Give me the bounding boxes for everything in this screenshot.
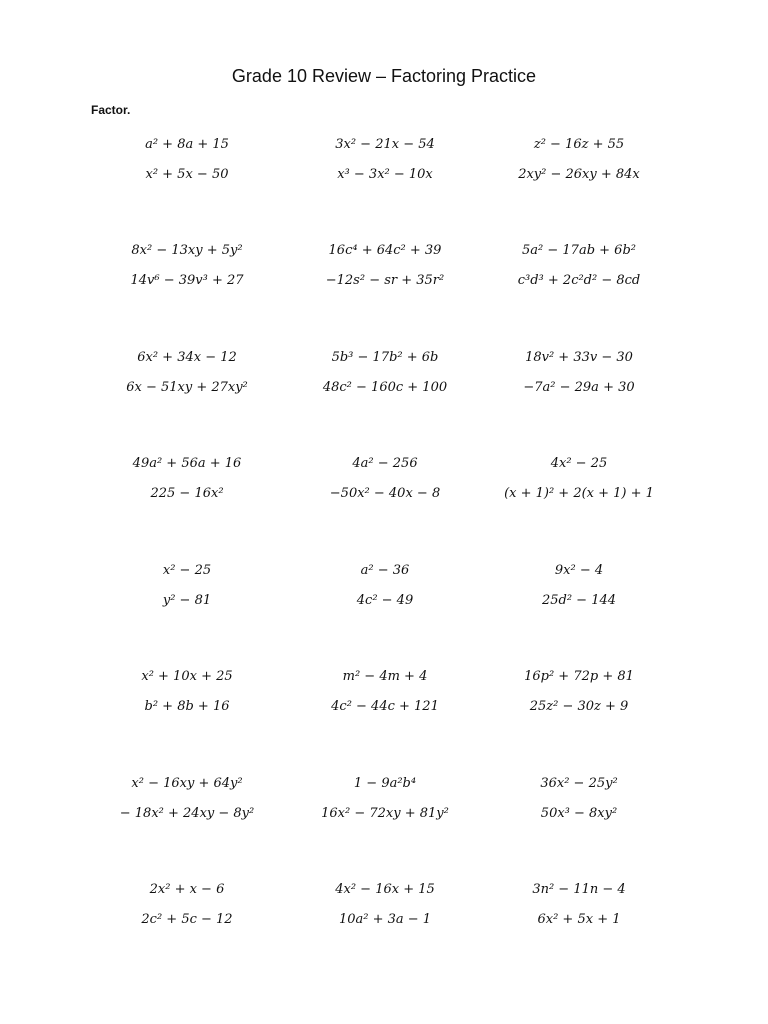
problem-row <box>0 130 768 160</box>
problem-expression: 2x² + x − 6 <box>149 882 225 897</box>
problem-row <box>0 769 768 799</box>
problem-expression: 4c² − 44c + 121 <box>331 699 439 714</box>
problem-group <box>0 875 768 935</box>
problem-expression: −7a² − 29a + 30 <box>523 380 635 395</box>
problem-expression: 49a² + 56a + 16 <box>132 456 242 471</box>
problem-row <box>0 875 768 905</box>
problem-row <box>0 236 768 266</box>
problem-row <box>0 556 768 586</box>
problem-expression: 4c² − 49 <box>356 593 414 608</box>
problem-expression: 16x² − 72xy + 81y² <box>321 806 449 821</box>
problem-expression: 16p² + 72p + 81 <box>524 669 634 684</box>
problem-expression: 4x² − 16x + 15 <box>335 882 435 897</box>
problem-expression: 25z² − 30z + 9 <box>529 699 629 714</box>
problem-expression: 4x² − 25 <box>550 456 608 471</box>
problem-expression: x² + 5x − 50 <box>145 167 229 182</box>
problem-expression: 6x² + 34x − 12 <box>137 350 237 365</box>
problem-expression: 18v² + 33v − 30 <box>525 350 633 365</box>
problem-row <box>0 343 768 373</box>
problem-expression: 25d² − 144 <box>541 593 617 608</box>
problem-expression: 3x² − 21x − 54 <box>335 137 435 152</box>
problem-expression: 6x² + 5x + 1 <box>537 912 621 927</box>
problem-expression: x² − 16xy + 64y² <box>131 776 243 791</box>
problem-row <box>0 662 768 692</box>
problem-group <box>0 130 768 190</box>
problem-expression: 14v⁶ − 39v³ + 27 <box>130 273 244 288</box>
problem-group <box>0 662 768 722</box>
problem-row <box>0 266 768 296</box>
problem-expression: − 18x² + 24xy − 8y² <box>119 806 255 821</box>
problem-expression: 4a² − 256 <box>352 456 418 471</box>
problem-group <box>0 556 768 616</box>
problem-expression: −12s² − sr + 35r² <box>325 273 445 288</box>
problem-expression: −50x² − 40x − 8 <box>329 486 441 501</box>
page-title: Grade 10 Review – Factoring Practice <box>231 66 537 86</box>
problem-expression: a² − 36 <box>360 563 410 578</box>
problem-row <box>0 905 768 935</box>
problem-expression: y² − 81 <box>162 593 212 608</box>
problem-expression: 2xy² − 26xy + 84x <box>518 167 640 182</box>
problem-expression: 9x² − 4 <box>554 563 604 578</box>
problem-group <box>0 236 768 296</box>
problem-expression: m² − 4m + 4 <box>342 669 428 684</box>
problem-row <box>0 449 768 479</box>
problem-group <box>0 769 768 829</box>
problem-row <box>0 160 768 190</box>
problem-expression: c³d³ + 2c²d² − 8cd <box>517 273 641 288</box>
instruction-label: Factor. <box>91 103 131 117</box>
problem-expression: b² + 8b + 16 <box>144 699 230 714</box>
problem-expression: z² − 16z + 55 <box>533 137 625 152</box>
problem-row <box>0 479 768 509</box>
problem-expression: 8x² − 13xy + 5y² <box>131 243 243 258</box>
problem-row <box>0 692 768 722</box>
problem-expression: 10a² + 3a − 1 <box>338 912 432 927</box>
problem-row <box>0 799 768 829</box>
problem-expression: 16c⁴ + 64c² + 39 <box>328 243 442 258</box>
problem-expression: 5b³ − 17b² + 6b <box>331 350 439 365</box>
problem-expression: 6x − 51xy + 27xy² <box>126 380 248 395</box>
problem-expression: 3n² − 11n − 4 <box>532 882 626 897</box>
problem-row <box>0 373 768 403</box>
problem-group <box>0 343 768 403</box>
problem-expression: 1 − 9a²b⁴ <box>353 776 417 791</box>
problem-expression: 225 − 16x² <box>150 486 224 501</box>
problem-expression: x³ − 3x² − 10x <box>337 167 433 182</box>
problem-group <box>0 449 768 509</box>
problem-expression: 36x² − 25y² <box>540 776 618 791</box>
problem-expression: 48c² − 160c + 100 <box>322 380 448 395</box>
problem-expression: x² + 10x + 25 <box>141 669 233 684</box>
problem-row <box>0 586 768 616</box>
problem-expression: x² − 25 <box>162 563 212 578</box>
problem-expression: 5a² − 17ab + 6b² <box>522 243 636 258</box>
problem-expression: 2c² + 5c − 12 <box>141 912 233 927</box>
problem-expression: a² + 8a + 15 <box>145 137 229 152</box>
problem-expression: 50x³ − 8xy² <box>540 806 618 821</box>
problem-expression: (x + 1)² + 2(x + 1) + 1 <box>504 486 654 501</box>
